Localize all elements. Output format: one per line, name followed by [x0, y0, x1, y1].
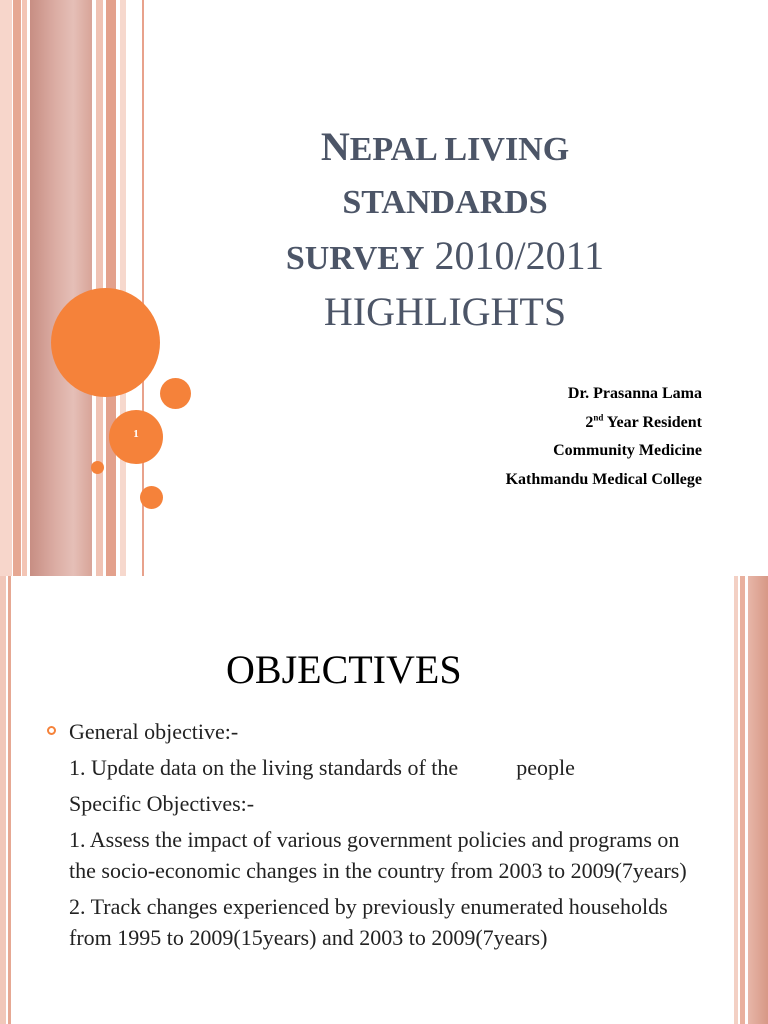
- decor-circle: [160, 378, 191, 409]
- title-text: EPAL LIVING: [349, 131, 570, 168]
- decor-circle-large: [51, 288, 160, 397]
- title-text: STANDARDS: [342, 184, 548, 221]
- objectives-slide: [0, 576, 768, 1024]
- decor-stripe: [748, 576, 768, 1024]
- author-department: Community Medicine: [553, 442, 702, 459]
- general-objective-text: 1. Update data on the living standards of the: [69, 755, 459, 780]
- title-text: SURVEY: [285, 240, 425, 277]
- specific-objective-item: 1. Assess the impact of various government policies and programs on the socio-economic changes in the country from 2003 to 2009(7years): [69, 827, 687, 883]
- slide-number: 1: [133, 428, 139, 440]
- slide-title: [240, 120, 650, 338]
- title-text: HIGHLIGHTS: [323, 289, 567, 334]
- author-name: Dr. Prasanna Lama: [567, 385, 702, 402]
- specific-objective-item: 2. Track changes experienced by previously enumerated households from 1995 to 2009(15years) and 2003 to 2009(7years): [69, 894, 668, 950]
- author-year: [506, 409, 702, 438]
- decor-stripe: [734, 576, 738, 1024]
- decor-stripe: [120, 0, 126, 576]
- year-number: 2: [585, 413, 594, 431]
- decor-circle: [140, 486, 163, 509]
- decor-stripe: [30, 0, 92, 576]
- author-block: [506, 380, 702, 494]
- title-line: [240, 120, 650, 176]
- decor-stripe: [13, 0, 21, 576]
- decor-circle-small: [91, 461, 104, 474]
- decor-stripe: [740, 576, 745, 1024]
- slide-heading: OBJECTIVES: [226, 647, 462, 692]
- general-objective-label: General objective:-: [69, 719, 239, 744]
- general-objective-text: people: [516, 755, 575, 780]
- hollow-circle-bullet-icon: [47, 726, 56, 735]
- specific-objectives-label: Specific Objectives:-: [69, 791, 255, 816]
- year-text: Year Resident: [606, 413, 702, 431]
- decor-stripe: [22, 0, 27, 576]
- title-year: 2010/2011: [434, 233, 605, 278]
- decor-stripe: [0, 0, 12, 576]
- year-ordinal: nd: [593, 412, 604, 423]
- general-objective-item: [69, 752, 689, 783]
- title-initial: N: [320, 124, 350, 169]
- bullet-item: [69, 716, 689, 747]
- author-institution: Kathmandu Medical College: [505, 470, 702, 488]
- objectives-body: [69, 716, 689, 958]
- decor-stripe: [8, 576, 11, 1024]
- decor-stripe: [0, 576, 6, 1024]
- title-line: [240, 229, 650, 285]
